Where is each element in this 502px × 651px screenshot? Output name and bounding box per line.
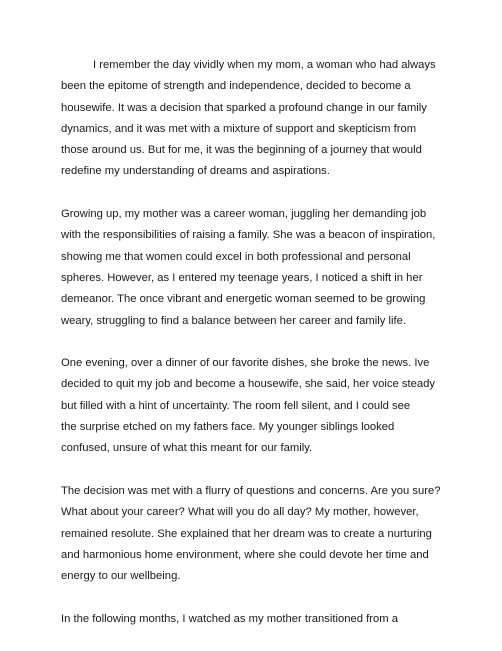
document-body [61,55,446,651]
text-line: In the following months, I watched as my mother transitioned from a [61,612,399,625]
text-line: dynamics, and it was met with a mixture of support and skepticism from [61,122,417,135]
text-line: What about your career? What will you do all day? My mother, however, [61,506,419,519]
text-line: The decision was met with a flurry of questions and concerns. Are you sure? [61,484,441,497]
paragraph [61,481,446,587]
paragraph [61,609,446,630]
text-line: the surprise etched on my fathers face. My younger siblings looked [61,421,395,434]
text-line: and harmonious home environment, where she could devote her time and [61,548,429,561]
text-line: housewife. It was a decision that sparked a profound change in our family [61,101,427,114]
text-line: energy to our wellbeing. [61,570,181,583]
paragraph [61,55,446,183]
text-line: One evening, over a dinner of our favorite dishes, she broke the news. Ive [61,357,430,370]
text-line: weary, struggling to find a balance between her career and family life. [61,314,406,327]
paragraph [61,353,446,459]
text-line: confused, unsure of what this meant for our family. [61,442,313,455]
text-line-content: I remember the day vividly when my mom, a woman who had always [93,59,436,71]
paragraph [61,204,446,332]
text-line: those around us. But for me, it was the beginning of a journey that would [61,144,422,157]
text-line: spheres. However, as I entered my teenage years, I noticed a shift in her [61,271,423,284]
text-line: remained resolute. She explained that her dream was to create a nurturing [61,527,432,540]
text-line: decided to quit my job and become a housewife, she said, her voice steady [61,378,435,391]
text-line: showing me that women could excel in both professional and personal [61,250,411,263]
text-line [61,55,446,76]
text-line: been the epitome of strength and independence, decided to become a [61,80,411,93]
text-line: redefine my understanding of dreams and aspirations. [61,165,330,178]
text-line: with the responsibilities of raising a family. She was a beacon of inspiration, [61,229,436,242]
text-line: but filled with a hint of uncertainty. The room fell silent, and I could see [61,399,411,412]
text-line: demeanor. The once vibrant and energetic woman seemed to be growing [61,293,426,306]
text-line: Growing up, my mother was a career woman, juggling her demanding job [61,208,427,221]
